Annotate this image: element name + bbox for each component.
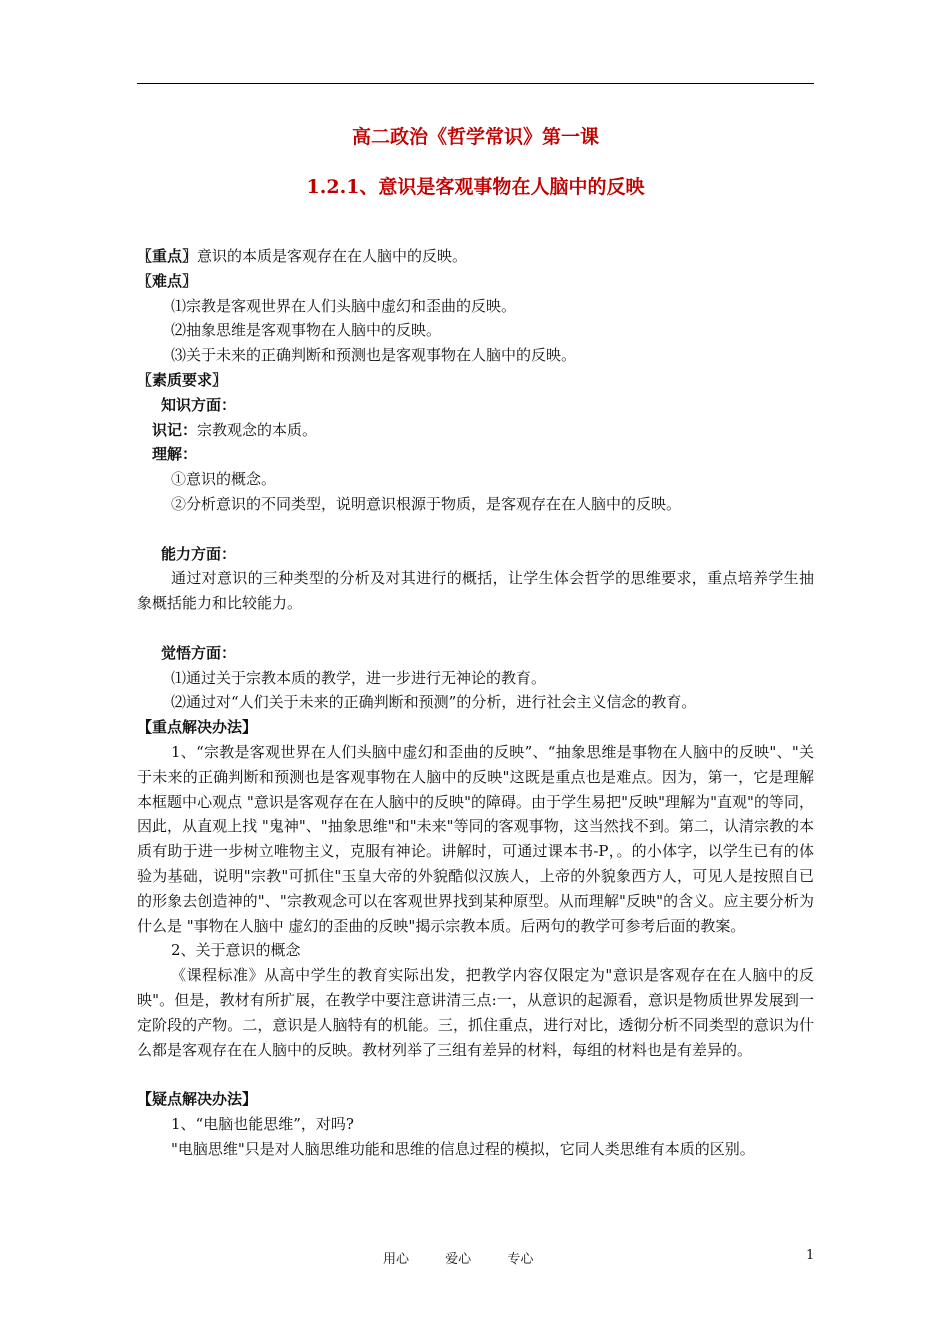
awareness-label: 觉悟方面： <box>161 643 237 662</box>
difficulty-item: ⑶关于未来的正确判断和预测也是客观事物在人脑中的反映。 <box>171 346 577 365</box>
footer-motto <box>383 1248 565 1267</box>
memorize-line <box>137 418 814 443</box>
memorize-text: 宗教观念的本质。 <box>197 420 318 439</box>
solution-paragraph-1: 1、“宗教是客观世界在人们头脑中虚幻和歪曲的反映”、“抽象思维是事物在人脑中的反映"、"关于未来的正确判断和预测也是客观事物在人脑中的反映"这既是重点也是难点。因为，第一，它是理解本框题中心观点 "意识是客观存在在人脑中的反映"的障碍。由于学生易把"反映"理解为"直观"的等同，因此，从直观上找 "鬼神"、"抽象思维"和"未来"等同的客观事物，这当然找不到。第二，认清宗教的本质有助于进一步树立唯物主义，克服有神论。讲解时，可通过课本书-P，。的小体字，以学生已有的体验为基础，说明"宗教"可抓住"玉皇大帝的外貌酷似汉族人，上帝的外貌象西方人，可见人是按照自已的形象去创造神的"、"宗教观念可以在客观世界找到某种原型。从而理解"反映"的含义。应主要分析为什么是 "事物在人脑中 虚幻的歪曲的反映"揭示宗教本质。后两句的教学可参考后面的教案。 <box>137 742 814 935</box>
understand-item: ②分析意识的不同类型，说明意识根源于物质，是客观存在在人脑中的反映。 <box>171 494 682 513</box>
doubt-label: 【疑点解决办法】 <box>137 1090 258 1109</box>
doubt-answer: "电脑思维"只是对人脑思维功能和思维的信息过程的模拟，它同人类思维有本质的区别。 <box>171 1139 755 1158</box>
solution-label: 【重点解决办法】 <box>137 718 258 737</box>
key-point-text: 意识的本质是客观存在在人脑中的反映。 <box>197 247 468 265</box>
understand-item: ①意识的概念。 <box>171 470 277 489</box>
page-number: 1 <box>806 1248 815 1263</box>
page-title: 高二政治《哲学常识》第一课 <box>351 126 599 148</box>
quality-label: 〖素质要求〗 <box>137 370 228 389</box>
document-body <box>137 244 814 1161</box>
ability-text: 通过对意识的三种类型的分析及对其进行的概括，让学生体会哲学的思维要求，重点培养学生抽象概括能力和比较能力。 <box>137 569 814 613</box>
difficulty-item: ⑵抽象思维是客观事物在人脑中的反映。 <box>171 321 442 340</box>
key-point-label: 〖重点〗 <box>137 247 198 265</box>
awareness-item: ⑵通过对“人们关于未来的正确判断和预测”的分析，进行社会主义信念的教育。 <box>171 693 697 712</box>
spacer <box>137 517 814 542</box>
footer-word: 爱心 <box>445 1252 472 1267</box>
ability-label: 能力方面： <box>161 544 237 563</box>
spacer <box>137 1062 814 1087</box>
solution-paragraph-2: 《课程标准》从高中学生的教育实际出发，把教学内容仅限定为"意识是客观存在在人脑中的反映"。但是，教材有所扩展，在教学中要注意讲清三点:一，从意识的起源看，意识是物质世界发展到一定阶段的产物。二，意识是人脑特有的机能。三，抓住重点，进行对比，透彻分析不同类型的意识为什么都是客观存在在人脑中的反映。教材列举了三组有差异的材料，每组的材料也是有差异的。 <box>137 966 814 1059</box>
solution-subtitle: 2、关于意识的概念 <box>171 941 301 960</box>
header-rule <box>137 83 814 84</box>
key-point-line <box>137 244 814 269</box>
knowledge-label: 知识方面： <box>161 395 237 414</box>
spacer <box>137 616 814 641</box>
lesson-subtitle: 1.2.1、意识是客观事物在人脑中的反映 <box>306 176 645 198</box>
understand-label: 理解： <box>152 445 198 464</box>
doubt-question: 1、“电脑也能思维”，对吗? <box>171 1114 354 1133</box>
awareness-item: ⑴通过关于宗教本质的教学，进一步进行无神论的教育。 <box>171 668 547 687</box>
footer-word: 专心 <box>507 1252 534 1267</box>
difficulty-label: 〖难点〗 <box>137 271 198 290</box>
difficulty-item: ⑴宗教是客观世界在人们头脑中虚幻和歪曲的反映。 <box>171 296 517 315</box>
footer-word: 用心 <box>383 1252 410 1267</box>
memorize-label: 识记： <box>152 420 198 439</box>
